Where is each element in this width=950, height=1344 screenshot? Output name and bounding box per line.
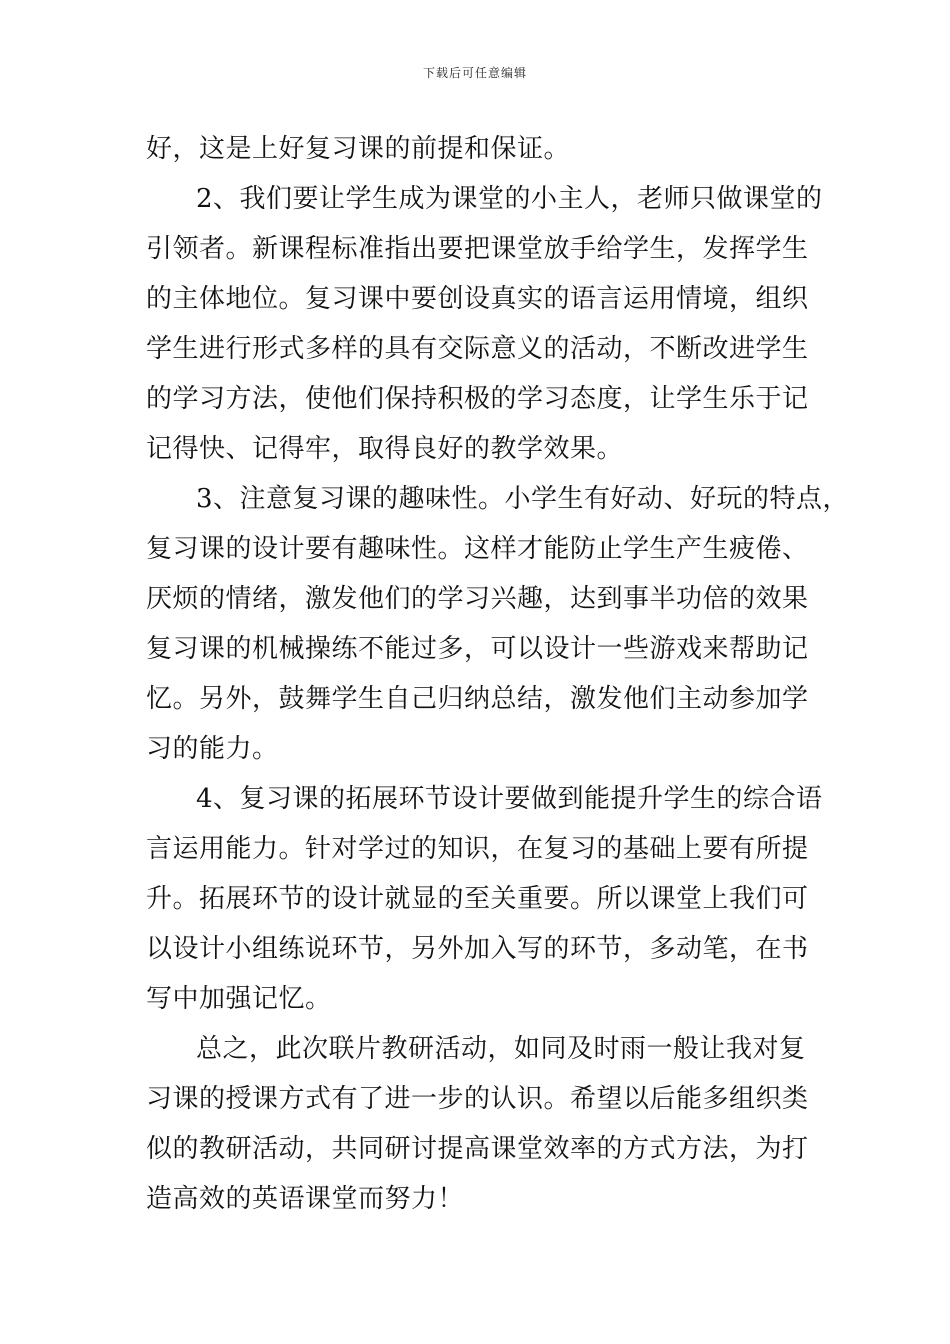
text-line: 好，这是上好复习课的前提和保证。 [146, 134, 571, 164]
paragraph-start-line: 3、注意复习课的趣味性。小学生有好动、好玩的特点， [196, 484, 850, 514]
text-line: 言运用能力。针对学过的知识，在复习的基础上要有所提 [146, 834, 809, 864]
text-line: 以设计小组练说环节，另外加入写的环节，多动笔，在书 [146, 934, 809, 964]
text-line: 似的教研活动，共同研讨提高课堂效率的方式方法，为打 [146, 1134, 809, 1164]
paragraph-start-line: 4、复习课的拓展环节设计要做到能提升学生的综合语 [196, 784, 823, 814]
paragraph-start-line: 总之，此次联片教研活动，如同及时雨一般让我对复 [196, 1034, 806, 1064]
text-line: 复习课的机械操练不能过多，可以设计一些游戏来帮助记 [146, 634, 809, 664]
text-line: 的主体地位。复习课中要创设真实的语言运用情境，组织 [146, 284, 809, 314]
text-line: 厌烦的情绪，激发他们的学习兴趣，达到事半功倍的效果 [146, 584, 809, 614]
text-line: 写中加强记忆。 [146, 984, 332, 1014]
text-line: 忆。另外，鼓舞学生自己归纳总结，激发他们主动参加学 [146, 684, 809, 714]
text-line: 引领者。新课程标准指出要把课堂放手给学生，发挥学生 [146, 234, 809, 264]
paragraph-start-line: 2、我们要让学生成为课堂的小主人，老师只做课堂的 [196, 184, 823, 214]
text-line: 升。拓展环节的设计就显的至关重要。所以课堂上我们可 [146, 884, 809, 914]
page-header: 下载后可任意编辑 [422, 66, 527, 80]
text-line: 学生进行形式多样的具有交际意义的活动，不断改进学生 [146, 334, 809, 364]
text-line: 的学习方法，使他们保持积极的学习态度，让学生乐于记 [146, 384, 809, 414]
text-line: 记得快、记得牢，取得良好的教学效果。 [146, 434, 624, 464]
text-line: 造高效的英语课堂而努力！ [146, 1184, 465, 1214]
text-line: 复习课的设计要有趣味性。这样才能防止学生产生疲倦、 [146, 534, 809, 564]
text-line: 习课的授课方式有了进一步的认识。希望以后能多组织类 [146, 1084, 809, 1114]
text-line: 习的能力。 [146, 734, 279, 764]
